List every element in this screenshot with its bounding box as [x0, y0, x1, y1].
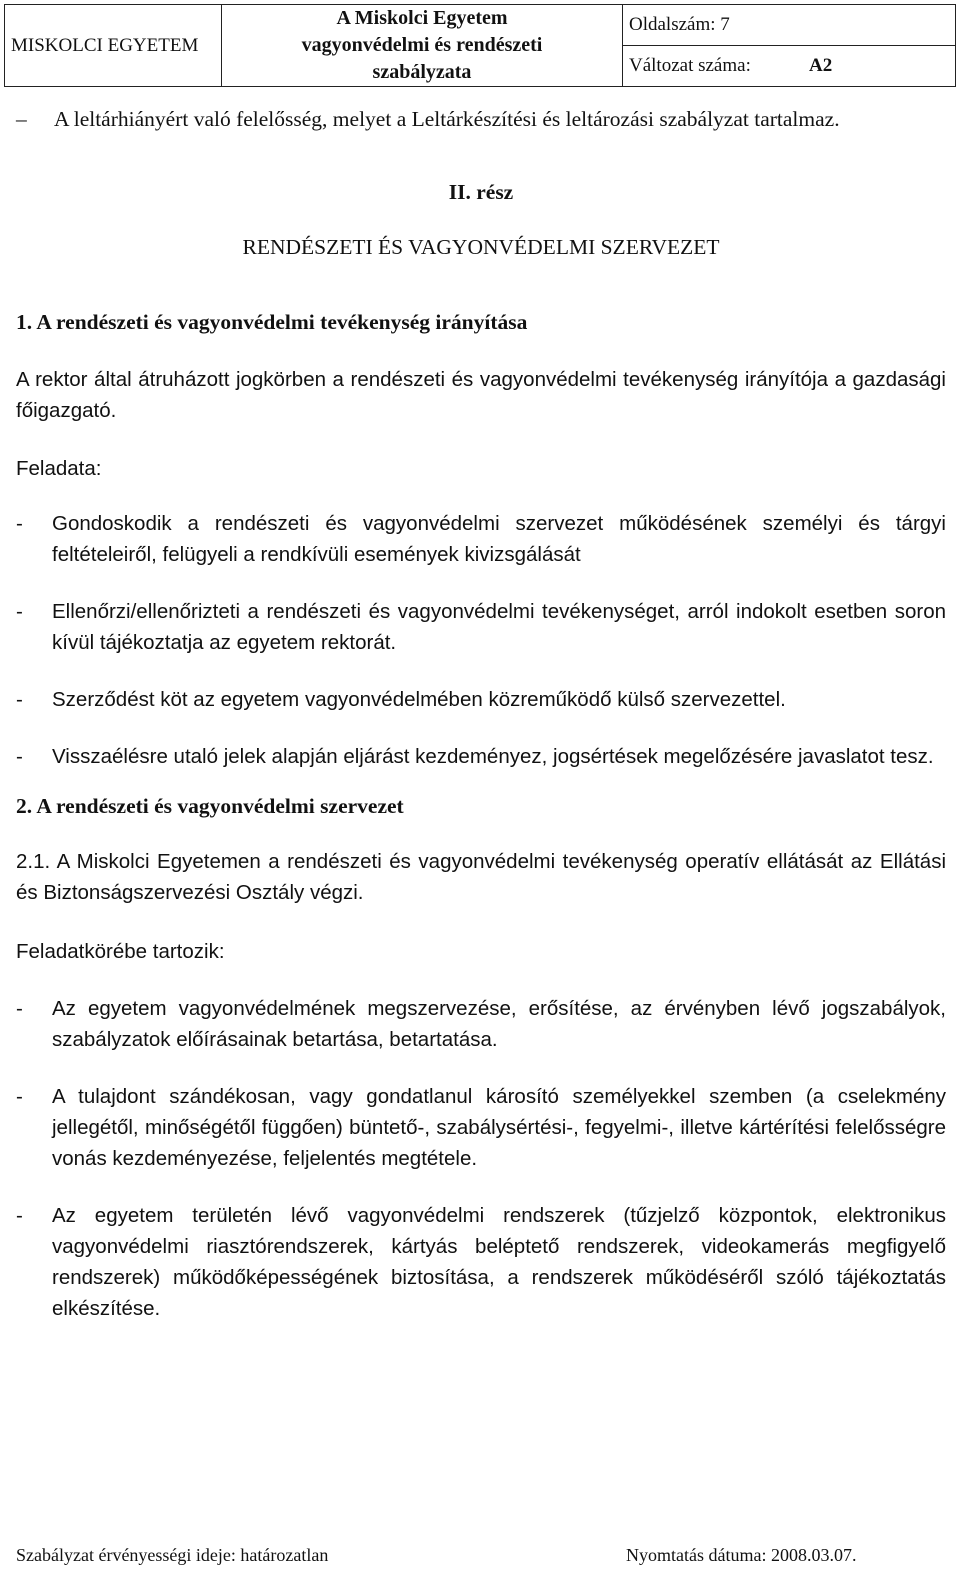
- dash-mark: –: [16, 107, 27, 131]
- task-text: Ellenőrzi/ellenőrizteti a rendészeti és vagyonvédelmi tevékenységet, arról indokolt esetben soron kívül tájékoztatja az egyetem rektorát.: [52, 600, 946, 654]
- bullet-mark: -: [16, 1204, 23, 1227]
- header-page-number: Oldalszám: 7: [623, 5, 956, 46]
- bullet-mark: -: [16, 600, 23, 623]
- tasks-label: Feladata:: [16, 457, 102, 480]
- document-footer: [16, 1545, 946, 1573]
- part-title: II. rész: [448, 180, 514, 204]
- bullet-mark: -: [16, 997, 23, 1020]
- task-item: [16, 741, 946, 772]
- header-org: MISKOLCI EGYETEM: [5, 5, 222, 87]
- section2-1-text: 2.1. A Miskolci Egyetemen a rendészeti és vagyonvédelmi tevékenység operatív ellátását az Ellátási és Biztonságszervezési Osztály végzi.: [16, 850, 946, 904]
- task-text: Visszaélésre utaló jelek alapján eljárást kezdeményez, jogsértések megelőzésére javaslatot tesz.: [52, 745, 934, 768]
- bullet-mark: -: [16, 745, 23, 768]
- bullet-mark: -: [16, 688, 23, 711]
- header-doc-title: [222, 5, 623, 87]
- header-doc-title-line3: szabályzata: [372, 61, 472, 83]
- scope-text: A tulajdont szándékosan, vagy gondatlanul károsító személyekkel szemben (a cselekmény jellegétől, minőségétől függően) büntető-, szabálysértési-, fegyelmi-, illetve kártérítési felelősségre vonás kezdeményezése, feljelentés megtétele.: [52, 1085, 946, 1170]
- document-body: [16, 100, 946, 1324]
- document-header: [4, 4, 956, 87]
- bullet-mark: -: [16, 1085, 23, 1108]
- task-item: [16, 508, 946, 570]
- scope-label: Feladatkörébe tartozik:: [16, 940, 225, 963]
- footer-validity: Szabályzat érvényességi ideje: határozatlan: [16, 1545, 329, 1565]
- intro-item: [16, 104, 946, 135]
- header-doc-title-line2: vagyonvédelmi és rendészeti: [301, 34, 543, 56]
- scope-item: [16, 1081, 946, 1174]
- section1-title: 1. A rendészeti és vagyonvédelmi tevékenység irányítása: [16, 310, 528, 334]
- header-variant-value: A2: [809, 55, 833, 76]
- intro-text: A leltárhiányért való felelősség, melyet a Leltárkészítési és leltározási szabályzat tartalmaz.: [54, 107, 840, 131]
- section2-title: 2. A rendészeti és vagyonvédelmi szervezet: [16, 794, 404, 818]
- scope-text: Az egyetem területén lévő vagyonvédelmi rendszerek (tűzjelző központok, elektronikus vagyonvédelmi riasztórendszerek, kártyás beléptető rendszerek, videokamerás megfigyelő rendszerek) működőképességének biztosítása, a rendszerek működéséről szóló tájékoztatás elkészítése.: [52, 1204, 946, 1320]
- footer-print-date: Nyomtatás dátuma: 2008.03.07.: [626, 1545, 857, 1565]
- task-text: Szerződést köt az egyetem vagyonvédelmében közreműködő külső szervezettel.: [52, 688, 786, 711]
- task-item: [16, 596, 946, 658]
- scope-item: [16, 993, 946, 1055]
- header-doc-title-line1: A Miskolci Egyetem: [336, 7, 508, 29]
- task-text: Gondoskodik a rendészeti és vagyonvédelmi szervezet működésének személyi és tárgyi feltételeiről, felügyeli a rendkívüli események kivizsgálását: [52, 512, 946, 566]
- scope-item: [16, 1200, 946, 1324]
- header-variant: [623, 46, 956, 87]
- scope-text: Az egyetem vagyonvédelmének megszervezése, erősítése, az érvényben lévő jogszabályok, szabályzatok előírásainak betartása, betartatása.: [52, 997, 946, 1051]
- section1-text: A rektor által átruházott jogkörben a rendészeti és vagyonvédelmi tevékenység irányítója a gazdasági főigazgató.: [16, 368, 946, 422]
- task-item: [16, 684, 946, 715]
- part-subtitle: RENDÉSZETI ÉS VAGYONVÉDELMI SZERVEZET: [242, 235, 720, 259]
- header-variant-label: Változat száma:: [629, 55, 751, 76]
- bullet-mark: -: [16, 512, 23, 535]
